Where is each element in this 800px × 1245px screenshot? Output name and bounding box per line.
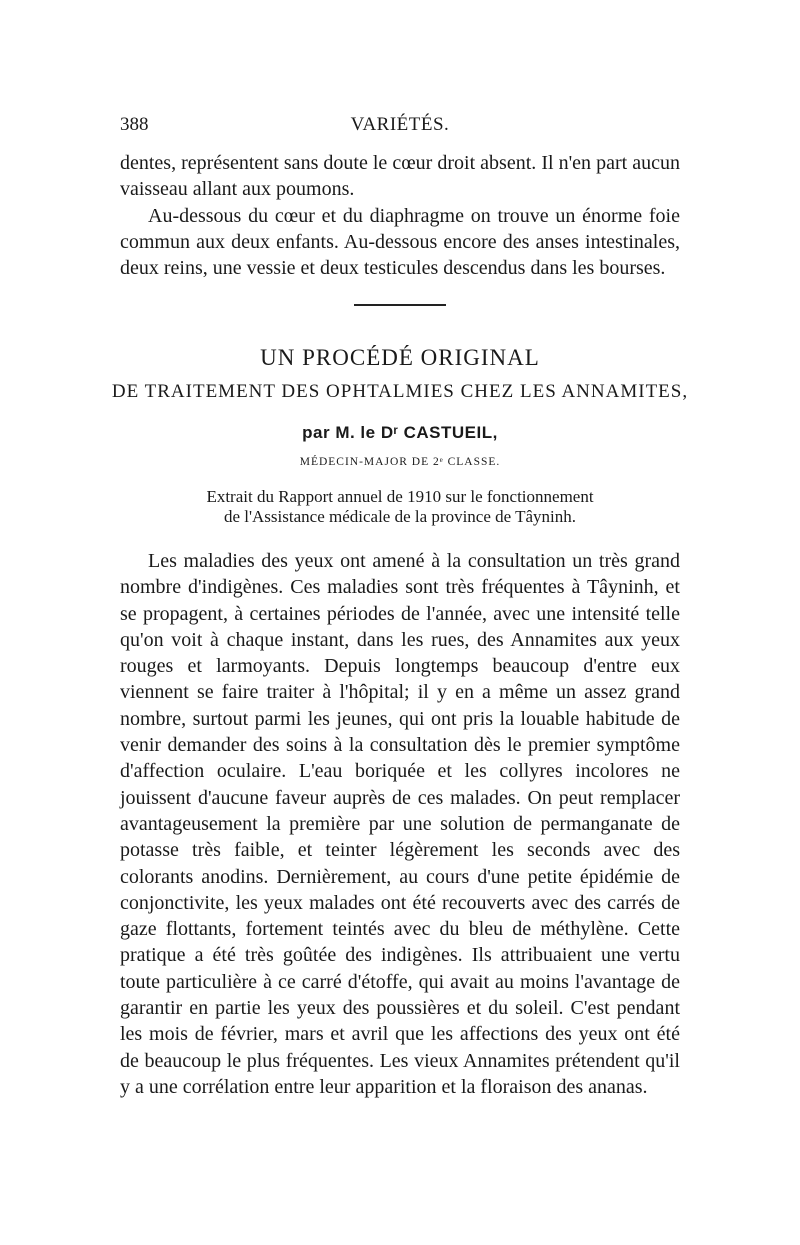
extract-line: Extrait du Rapport annuel de 1910 sur le fonctionnement (206, 487, 594, 506)
article-subtitle: DE TRAITEMENT DES OPHTALMIES CHEZ LES ANNAMITES, (111, 381, 689, 402)
extract-note (150, 487, 650, 527)
extract-line: de l'Assistance médicale de la province de Tâyninh. (223, 507, 577, 526)
continuation-text (120, 150, 680, 281)
section-divider (354, 304, 446, 306)
page-number: 388 (120, 114, 149, 135)
running-title: VARIÉTÉS. (350, 114, 450, 135)
author-rank: MÉDECIN-MAJOR DE 2ᵉ CLASSE. (299, 456, 501, 468)
article-body (120, 548, 680, 1100)
article-title: UN PROCÉDÉ ORIGINAL (260, 345, 540, 370)
continuation-paragraph: Au-dessous du cœur et du diaphragme on trouve un énorme foie commun aux deux enfants. Au-dessous encore des anses intestinales, deux reins, une vessie et deux testicules descendus dans les bourses. (120, 204, 680, 280)
article-author: par M. le Dʳ CASTUEIL, (302, 423, 498, 442)
continuation-paragraph: dentes, représentent sans doute le cœur droit absent. Il n'en part aucun vaisseau allant aux poumons. (120, 152, 680, 201)
article-paragraph: Les maladies des yeux ont amené à la consultation un très grand nombre d'indigènes. Ces maladies sont très fréquentes à Tâyninh, et se propagent, à certaines périodes de l'année, avec une intensité telle qu'on voit à chaque instant, dans les rues, des Annamites aux yeux rouges et larmoyants. Depuis longtemps beaucoup d'entre eux viennent se faire traiter à l'hôpital; il y en a même un assez grand nombre, surtout parmi les jeunes, qui ont pris la louable habitude de venir demander des soins à la consultation dès le premier symptôme d'affection oculaire. L'eau boriquée et les collyres incolores ne jouissent d'aucune faveur auprès de ces malades. On peut remplacer avantageusement la première par une solution de permanganate de potasse très faible, et teinter légèrement les seconds avec des colorants anodins. Dernièrement, au cours d'une petite épidémie de conjonctivite, les yeux malades ont été recouverts avec des carrés de gaze flottants, fortement teintés avec du bleu de méthylène. Cette pratique a été très goûtée des indigènes. Ils attribuaient une vertu toute particulière à ce carré d'étoffe, qui avait au moins l'avantage de garantir en partie les yeux des poussières et du soleil. C'est pendant les mois de février, mars et avril que les affections des yeux ont été de beaucoup le plus fréquentes. Les vieux Annamites prétendent qu'il y a une corrélation entre leur apparition et la floraison des ananas. (120, 550, 680, 1098)
page-header (120, 114, 680, 144)
